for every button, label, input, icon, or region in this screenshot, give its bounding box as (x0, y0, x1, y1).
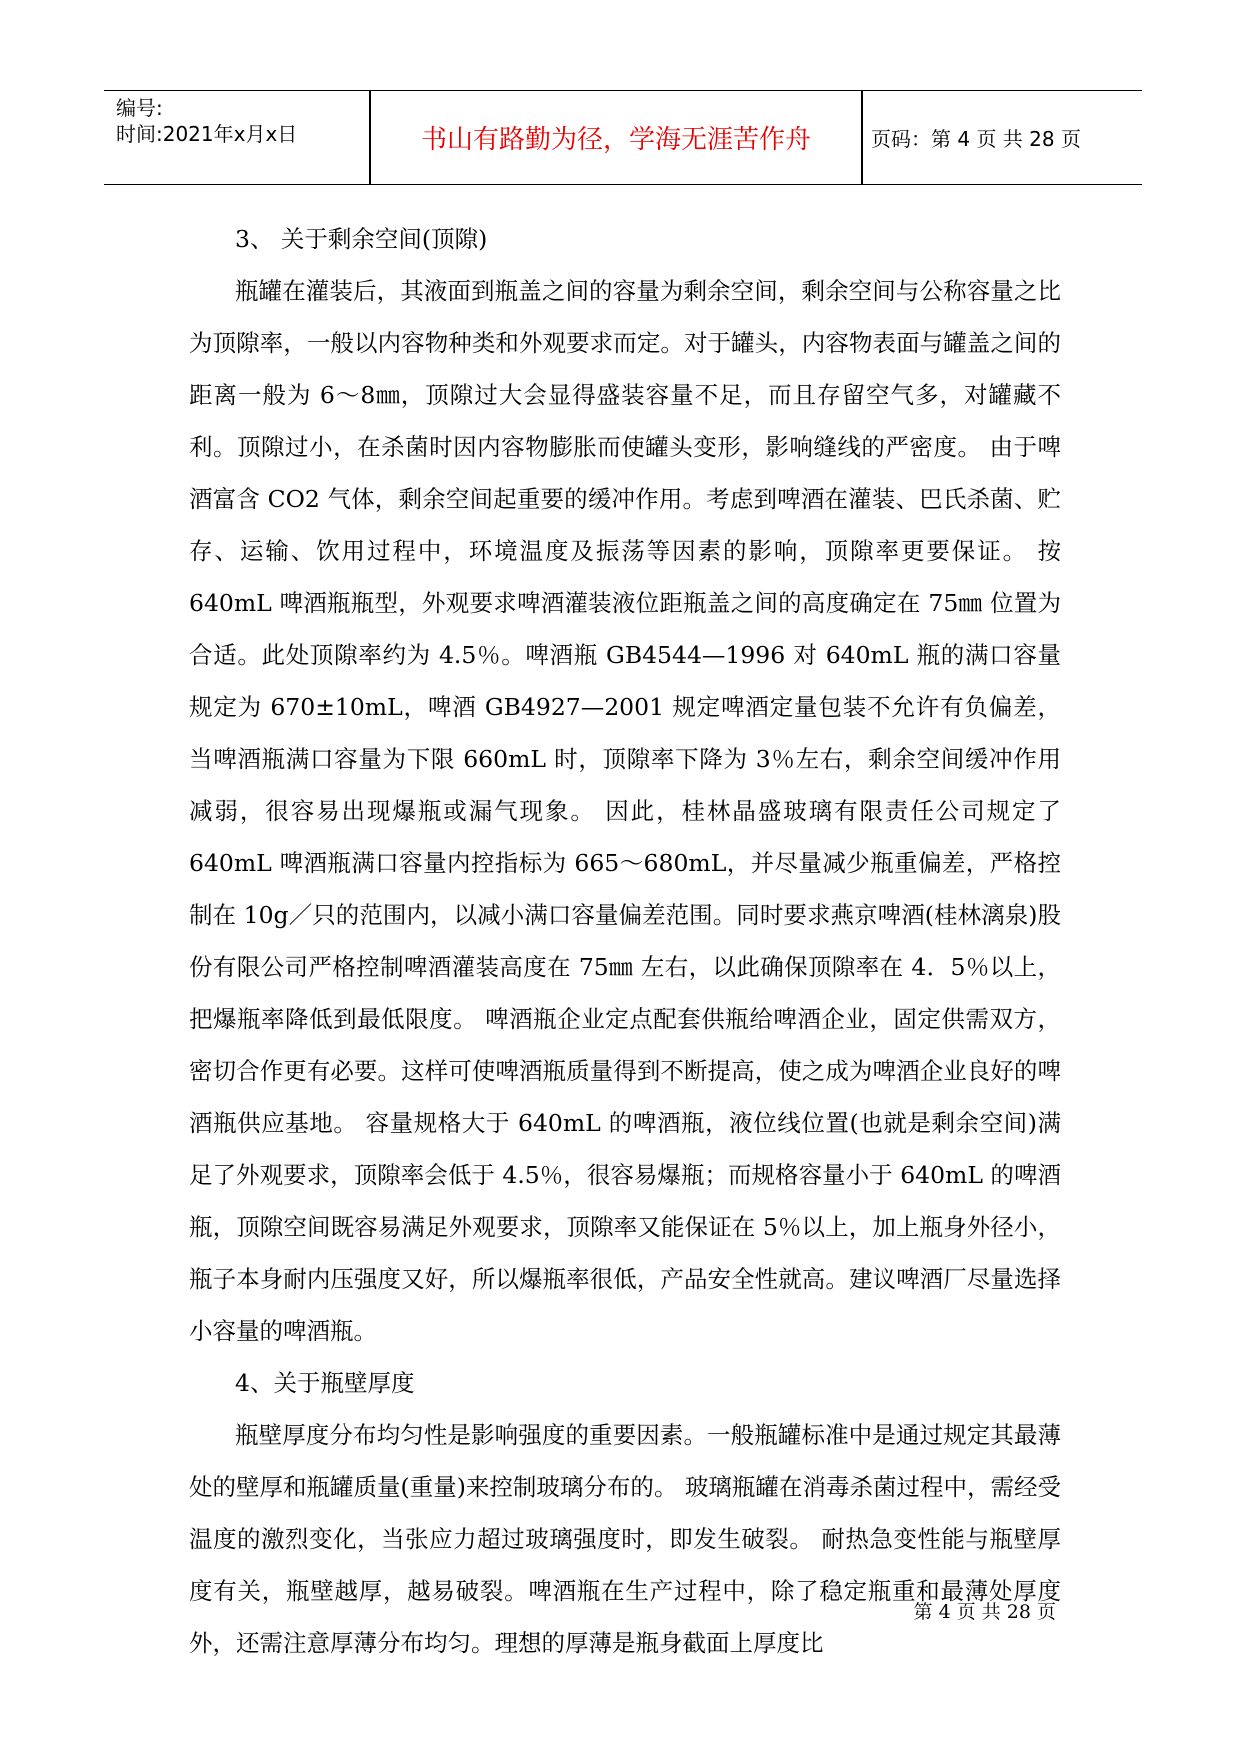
paragraph: 瓶罐在灌装后，其液面到瓶盖之间的容量为剩余空间，剩余空间与公称容量之比为顶隙率，一般以内容物种类和外观要求而定。对于罐头，内容物表面与罐盖之间的距离一般为 6～8㎜，顶隙过大会显得盛装容量不足，而且存留空气多，对罐藏不利。顶隙过小，在杀菌时因内容物膨胀而使罐头变形，影响缝线的严密度。 由于啤酒富含 CO2 气体，剩余空间起重要的缓冲作用。考虑到啤酒在灌装、巴氏杀菌、贮存、运输、饮用过程中，环境温度及振荡等因素的影响，顶隙率更要保证。 按 640mL 啤酒瓶瓶型，外观要求啤酒灌装液位距瓶盖之间的高度确定在 75㎜ 位置为合适。此处顶隙率约为 4.5％。啤酒瓶 GB4544—1996 对 640mL 瓶的满口容量规定为 670±10mL，啤酒 GB4927—2001 规定啤酒定量包装不允许有负偏差，当啤酒瓶满口容量为下限 660mL 时，顶隙率下降为 3％左右，剩余空间缓冲作用减弱，很容易出现爆瓶或漏气现象。 因此，桂林晶盛玻璃有限责任公司规定了 640mL 啤酒瓶满口容量内控指标为 665～680mL，并尽量减少瓶重偏差，严格控制在 10g／只的范围内，以减小满口容量偏差范围。同时要求燕京啤酒(桂林漓泉)股份有限公司严格控制啤酒灌装高度在 75㎜ 左右，以此确保顶隙率在 4．5％以上，把爆瓶率降低到最低限度。 啤酒瓶企业定点配套供瓶给啤酒企业，固定供需双方，密切合作更有必要。这样可使啤酒瓶质量得到不断提高，使之成为啤酒企业良好的啤酒瓶供应基地。 容量规格大于 640mL 的啤酒瓶，液位线位置(也就是剩余空间)满足了外观要求，顶隙率会低于 4.5％，很容易爆瓶；而规格容量小于 640mL 的啤酒瓶，顶隙空间既容易满足外观要求，顶隙率又能保证在 5％以上，加上瓶身外径小，瓶子本身耐内压强度又好，所以爆瓶率很低，产品安全性就高。建议啤酒厂尽量选择小容量的啤酒瓶。 (189, 277, 1061, 1345)
document-time: 时间:2021年x月x日 (116, 122, 298, 146)
paragraph: 瓶壁厚度分布均匀性是影响强度的重要因素。一般瓶罐标准中是通过规定其最薄处的壁厚和瓶罐质量(重量)来控制玻璃分布的。 玻璃瓶罐在消毒杀菌过程中，需经受温度的激烈变化，当张应力超过玻璃强度时，即发生破裂。 耐热急变性能与瓶壁厚度有关，瓶壁越厚，越易破裂。啤酒瓶在生产过程中，除了稳定瓶重和最薄处厚度外，还需注意厚薄分布均匀。理想的厚薄是瓶身截面上厚度比 (189, 1421, 1061, 1657)
header-page-info: 页码：第 4 页 共 28 页 (871, 127, 1081, 151)
page-header (104, 90, 1142, 185)
document-body (189, 213, 1061, 1669)
header-motto: 书山有路勤为径，学海无涯苦作舟 (420, 125, 811, 155)
section-heading: 3、 关于剩余空间(顶隙) (235, 225, 488, 253)
section-heading: 4、关于瓶壁厚度 (235, 1369, 415, 1397)
page-footer: 第 4 页 共 28 页 (913, 1601, 1056, 1623)
document-number-label: 编号: (116, 96, 163, 120)
header-meta (116, 95, 366, 147)
header-divider (861, 91, 863, 184)
